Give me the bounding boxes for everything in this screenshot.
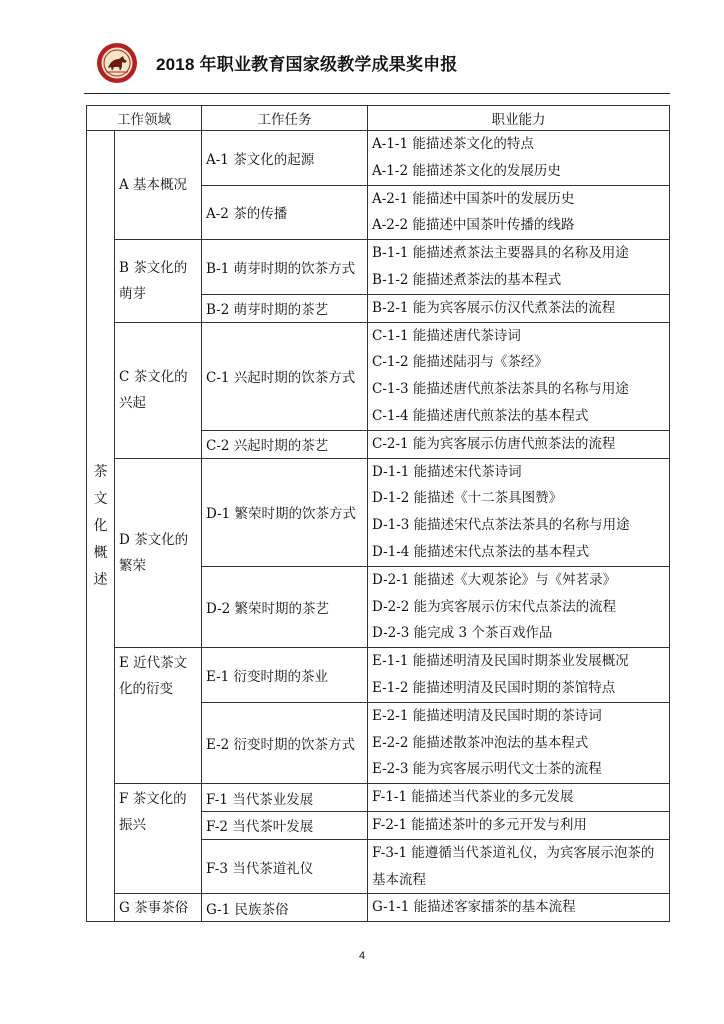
- work-task-cell: B-1 萌芽时期的饮茶方式: [202, 240, 368, 295]
- competency-cell: [368, 566, 670, 647]
- work-area-cell: B 茶文化的萌芽: [115, 240, 202, 322]
- work-area-cell: D 茶文化的繁荣: [115, 458, 202, 648]
- table-row: [87, 131, 670, 186]
- table-row: [87, 240, 670, 295]
- category-label: 茶文化概述: [93, 463, 108, 588]
- category-cell: [87, 131, 115, 922]
- work-task-cell: A-1 茶文化的起源: [202, 131, 368, 186]
- work-area-cell: A 基本概况: [115, 131, 202, 240]
- work-area-cell: G 茶事茶俗: [115, 894, 202, 922]
- competency-item: E-2-3 能为宾客展示明代文士茶的流程: [372, 761, 602, 778]
- work-task-cell: D-2 繁荣时期的茶艺: [202, 566, 368, 647]
- competency-cell: [368, 702, 670, 783]
- table-row: [87, 894, 670, 922]
- competency-item: F-3-1 能遵循当代茶道礼仪，为宾客展示泡茶的基本流程: [372, 844, 655, 888]
- work-task-cell: D-1 繁荣时期的饮茶方式: [202, 458, 368, 566]
- competency-item: C-1-2 能描述陆羽与《茶经》: [372, 354, 548, 371]
- competency-item: D-2-2 能为宾客展示仿宋代点茶法的流程: [372, 598, 617, 615]
- work-area-cell: C 茶文化的兴起: [115, 322, 202, 458]
- table-row: [87, 648, 670, 703]
- competency-cell: [368, 430, 670, 458]
- competency-item: F-2-1 能描述茶叶的多元开发与利用: [372, 816, 587, 833]
- competency-item: A-1-2 能描述茶文化的发展历史: [372, 162, 561, 179]
- competency-item: A-2-2 能描述中国茶叶传播的线路: [372, 217, 575, 234]
- competency-item: F-1-1 能描述当代茶业的多元发展: [372, 789, 574, 806]
- work-area-cell: F 茶文化的振兴: [115, 784, 202, 894]
- work-task-cell: F-1 当代茶业发展: [202, 784, 368, 812]
- competency-item: D-1-2 能描述《十二茶具图赞》: [372, 490, 563, 507]
- work-task-cell: C-1 兴起时期的饮茶方式: [202, 322, 368, 430]
- competency-item: E-1-2 能描述明清及民国时期的茶馆特点: [372, 679, 616, 696]
- competency-table: [86, 105, 670, 922]
- work-task-cell: B-2 萌芽时期的茶艺: [202, 294, 368, 322]
- competency-cell: [368, 784, 670, 812]
- competency-item: B-2-1 能为宾客展示仿汉代煮茶法的流程: [372, 299, 616, 316]
- competency-cell: [368, 131, 670, 186]
- competency-item: D-2-1 能描述《大观茶论》与《舛茗录》: [372, 571, 617, 588]
- school-emblem-icon: [96, 42, 138, 84]
- competency-item: E-1-1 能描述明清及民国时期茶业发展概况: [372, 653, 629, 670]
- competency-item: D-1-4 能描述宋代点茶法的基本程式: [372, 543, 590, 560]
- work-task-cell: F-3 当代茶道礼仪: [202, 839, 368, 894]
- competency-item: B-1-1 能描述煮茶法主要器具的名称及用途: [372, 245, 629, 262]
- header-divider: [84, 93, 670, 94]
- competency-item: E-2-1 能描述明清及民国时期的茶诗词: [372, 707, 602, 724]
- competency-item: A-2-1 能描述中国茶叶的发展历史: [372, 190, 575, 207]
- competency-cell: [368, 811, 670, 839]
- header-work-task: 工作任务: [202, 106, 368, 131]
- page-number: 4: [358, 950, 366, 962]
- competency-item: C-1-3 能描述唐代煎茶法茶具的名称与用途: [372, 381, 629, 398]
- competency-item: E-2-2 能描述散茶冲泡法的基本程式: [372, 734, 589, 751]
- work-task-cell: E-2 衍变时期的饮茶方式: [202, 702, 368, 783]
- work-task-cell: A-2 茶的传播: [202, 185, 368, 240]
- header-work-area: 工作领域: [87, 106, 202, 131]
- competency-item: D-1-1 能描述宋代茶诗词: [372, 463, 522, 480]
- competency-cell: [368, 185, 670, 240]
- competency-cell: [368, 458, 670, 566]
- document-title: 2018 年职业教育国家级教学成果奖申报: [156, 55, 458, 74]
- work-task-cell: E-1 衍变时期的茶业: [202, 648, 368, 703]
- competency-item: A-1-1 能描述茶文化的特点: [372, 136, 534, 152]
- competency-cell: [368, 648, 670, 703]
- competency-item: C-1-1 能描述唐代茶诗词: [372, 327, 521, 344]
- page-header: [84, 34, 670, 94]
- work-area-cell: E 近代茶文化的衍变: [115, 648, 202, 784]
- competency-item: D-2-3 能完成 3 个茶百戏作品: [372, 625, 553, 642]
- competency-item: D-1-3 能描述宋代点茶法茶具的名称与用途: [372, 517, 630, 534]
- work-task-cell: G-1 民族茶俗: [202, 894, 368, 922]
- competency-cell: [368, 294, 670, 322]
- header-competency: 职业能力: [368, 106, 670, 131]
- work-task-cell: C-2 兴起时期的茶艺: [202, 430, 368, 458]
- competency-cell: [368, 240, 670, 295]
- competency-item: G-1-1 能描述客家擂茶的基本流程: [372, 899, 576, 916]
- work-task-cell: F-2 当代茶叶发展: [202, 811, 368, 839]
- competency-item: B-1-2 能描述煮茶法的基本程式: [372, 271, 562, 288]
- competency-item: C-2-1 能为宾客展示仿唐代煎茶法的流程: [372, 435, 616, 452]
- competency-cell: [368, 894, 670, 922]
- table-row: [87, 458, 670, 566]
- competency-cell: [368, 322, 670, 430]
- table-row: [87, 784, 670, 812]
- table-header-row: [87, 106, 670, 131]
- competency-cell: [368, 839, 670, 894]
- table-row: [87, 322, 670, 430]
- competency-item: C-1-4 能描述唐代煎茶法的基本程式: [372, 407, 589, 424]
